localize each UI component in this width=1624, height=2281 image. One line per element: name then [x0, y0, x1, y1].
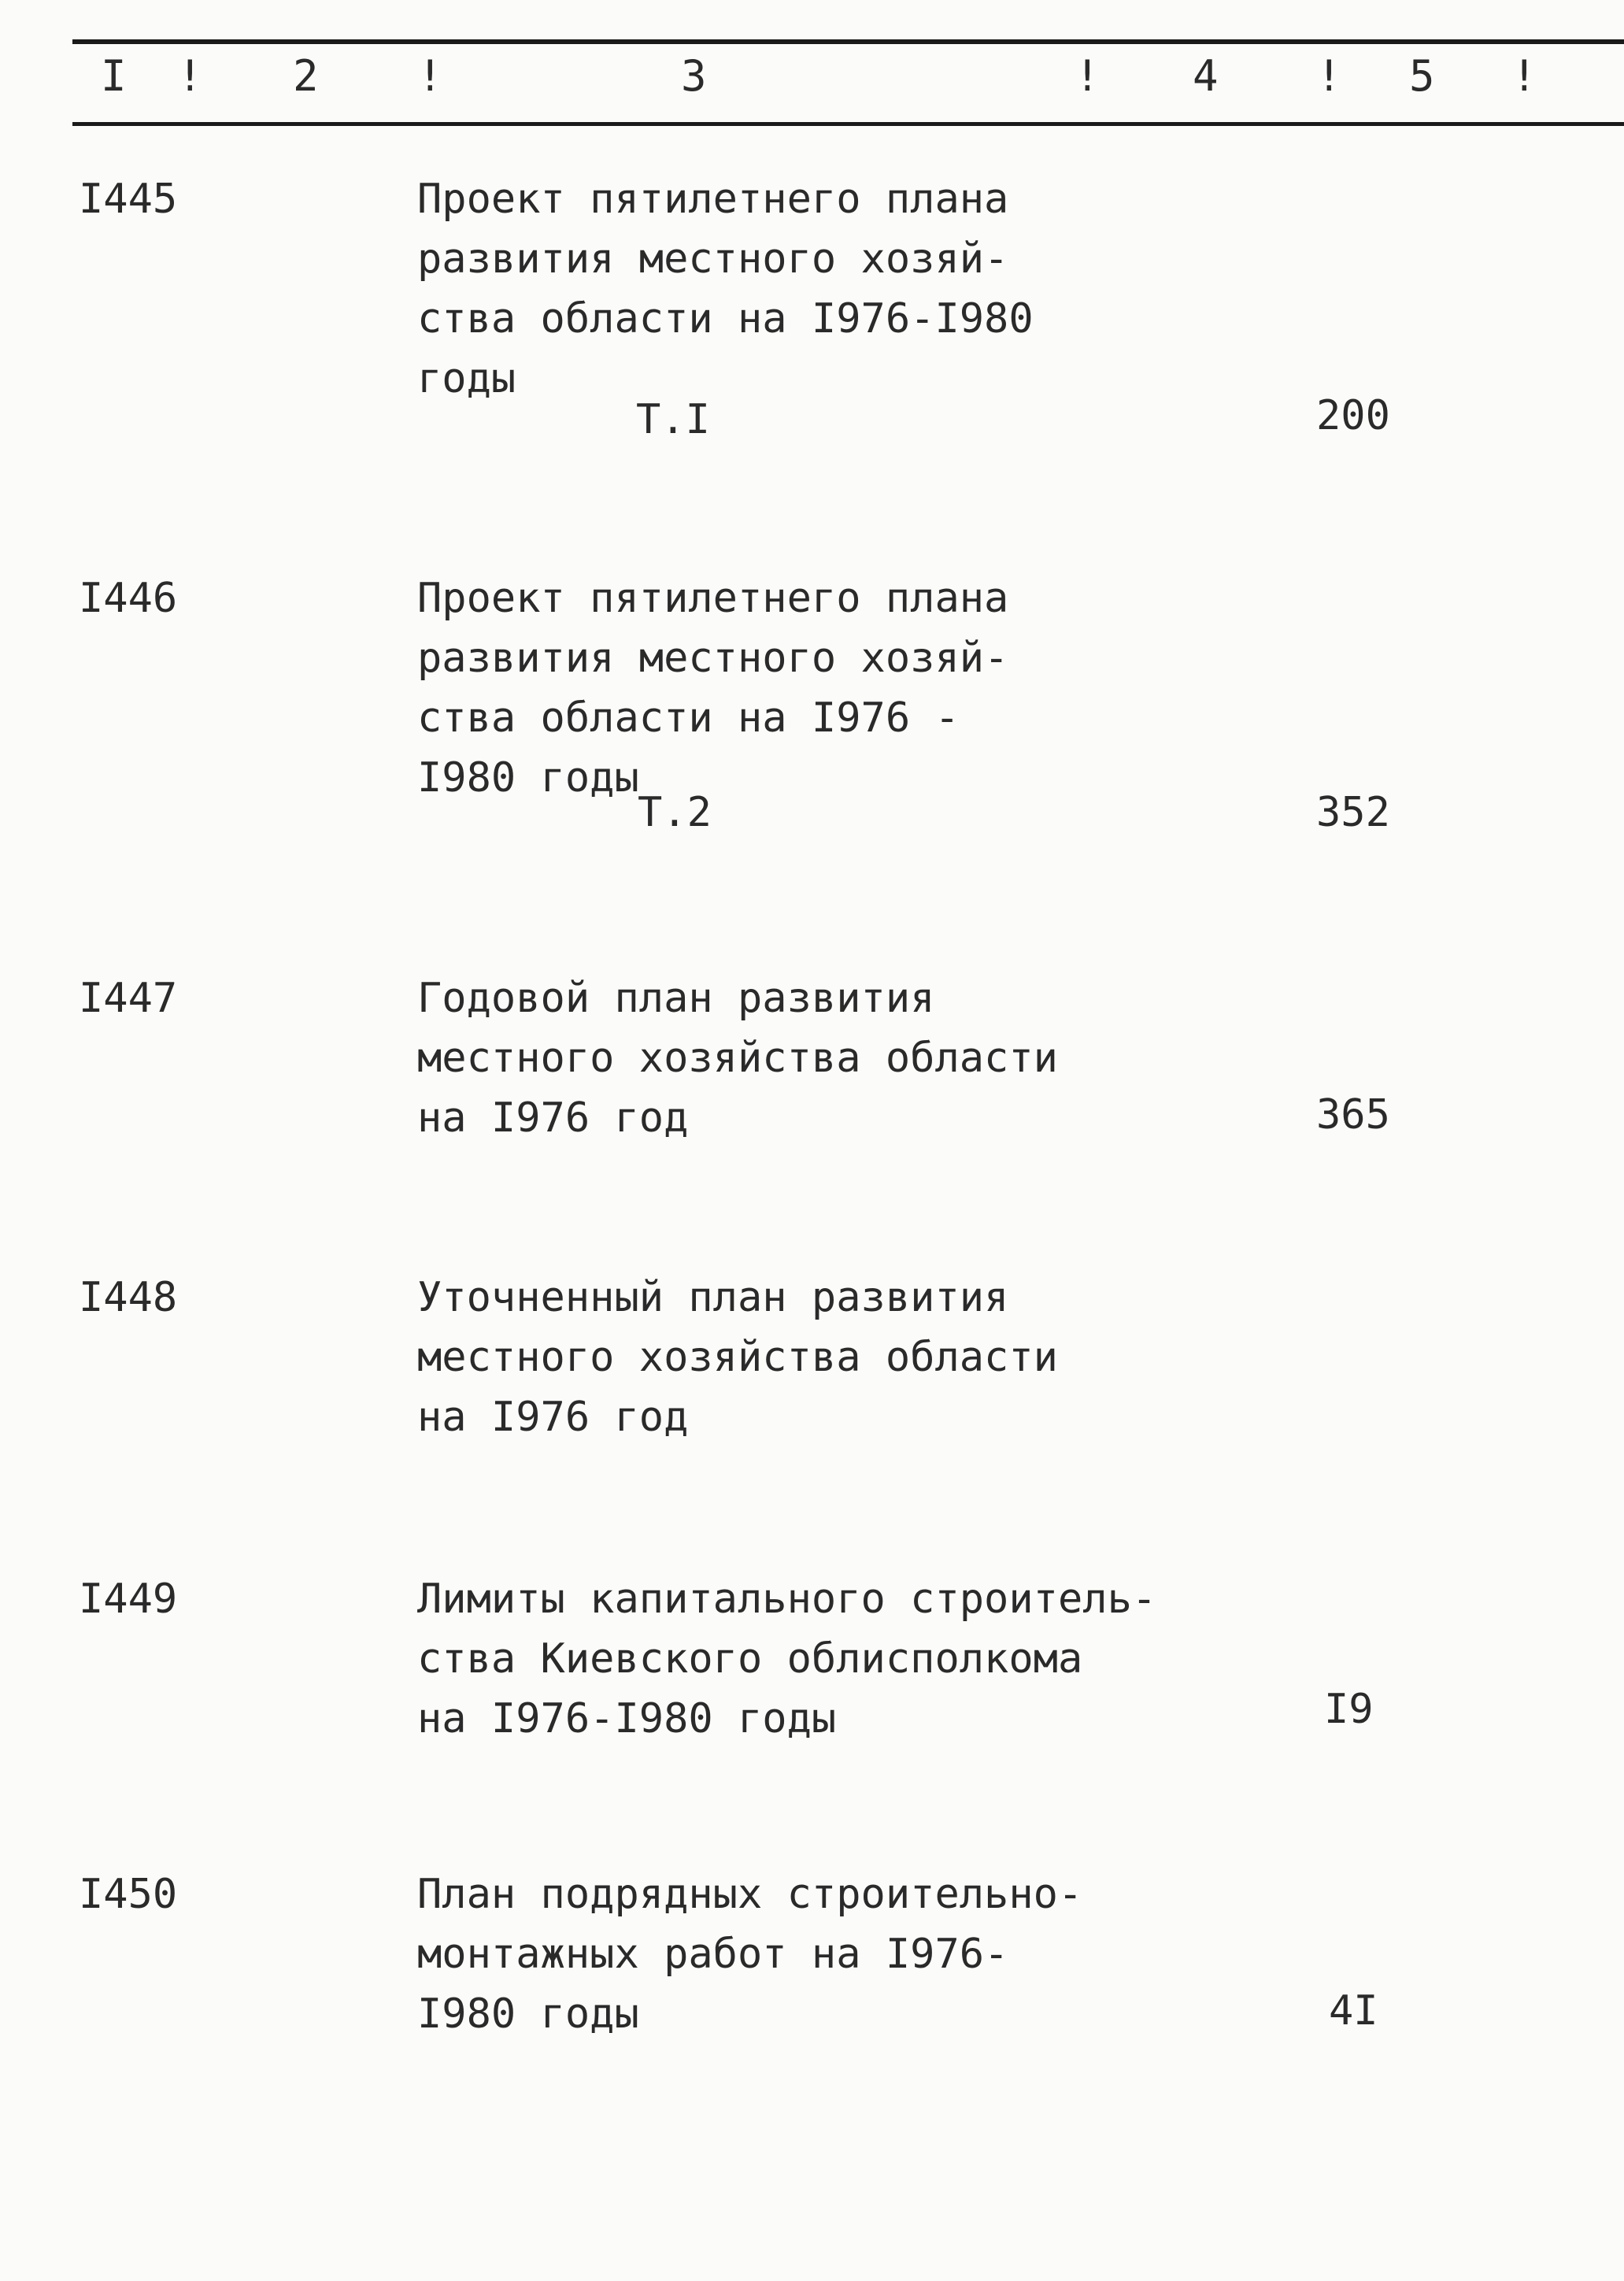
record-sheets: I9	[1324, 1686, 1374, 1733]
header-col-3: 3	[681, 51, 707, 101]
title-line: Уточненный план развития	[417, 1274, 1009, 1321]
record-title	[417, 169, 1204, 409]
record-sheets: 365	[1316, 1091, 1390, 1139]
header-separator: !	[1511, 51, 1537, 101]
record-title	[417, 1268, 1204, 1447]
record-title	[417, 1864, 1204, 2044]
title-line: Проект пятилетнего плана	[417, 176, 1009, 223]
title-line: на I976-I980 годы	[417, 1695, 837, 1742]
title-line: развития местного хозяй-	[417, 235, 1009, 283]
title-line: местного хозяйства области	[417, 1334, 1058, 1381]
header-col-4: 4	[1193, 51, 1219, 101]
record-title	[417, 1569, 1204, 1749]
title-line: Годовой план развития	[417, 975, 935, 1022]
title-line: ства области на I976 -	[417, 694, 960, 742]
record-sheets: 352	[1316, 789, 1390, 836]
header-col-5: 5	[1409, 51, 1435, 101]
title-line: на I976 год	[417, 1394, 689, 1441]
title-line: ства Киевского облисполкома	[417, 1635, 1083, 1683]
record-title	[417, 568, 1204, 808]
header-separator: !	[417, 51, 443, 101]
header-col-2: 2	[293, 51, 319, 101]
title-line: I980 годы	[417, 754, 639, 802]
title-line: Лимиты капитального строитель-	[417, 1576, 1157, 1623]
title-line: местного хозяйства области	[417, 1035, 1058, 1082]
title-line: на I976 год	[417, 1094, 689, 1142]
header-top-rule	[72, 39, 1624, 44]
title-line: монтажных работ на I976-	[417, 1931, 1009, 1978]
record-number: I445	[79, 176, 178, 223]
record-number: I450	[79, 1871, 178, 1918]
record-number: I448	[79, 1274, 178, 1321]
title-line: развития местного хозяй-	[417, 635, 1009, 682]
record-number: I447	[79, 975, 178, 1022]
header-separator: !	[1075, 51, 1101, 101]
record-sheets: 4I	[1329, 1987, 1378, 2035]
record-title	[417, 968, 1204, 1148]
title-line: Проект пятилетнего плана	[417, 575, 1009, 622]
record-volume: Т.I	[636, 396, 710, 443]
header-separator: !	[1316, 51, 1342, 101]
header-bottom-rule	[72, 122, 1624, 126]
record-number: I446	[79, 575, 178, 622]
header-col-1: I	[101, 51, 127, 101]
title-line: ства области на I976-I980	[417, 295, 1034, 343]
title-line: План подрядных строительно-	[417, 1871, 1083, 1918]
header-separator: !	[177, 51, 203, 101]
record-volume: Т.2	[638, 789, 712, 836]
record-number: I449	[79, 1576, 178, 1623]
record-sheets: 200	[1316, 392, 1390, 439]
title-line: годы	[417, 355, 516, 402]
title-line: I980 годы	[417, 1990, 639, 2038]
